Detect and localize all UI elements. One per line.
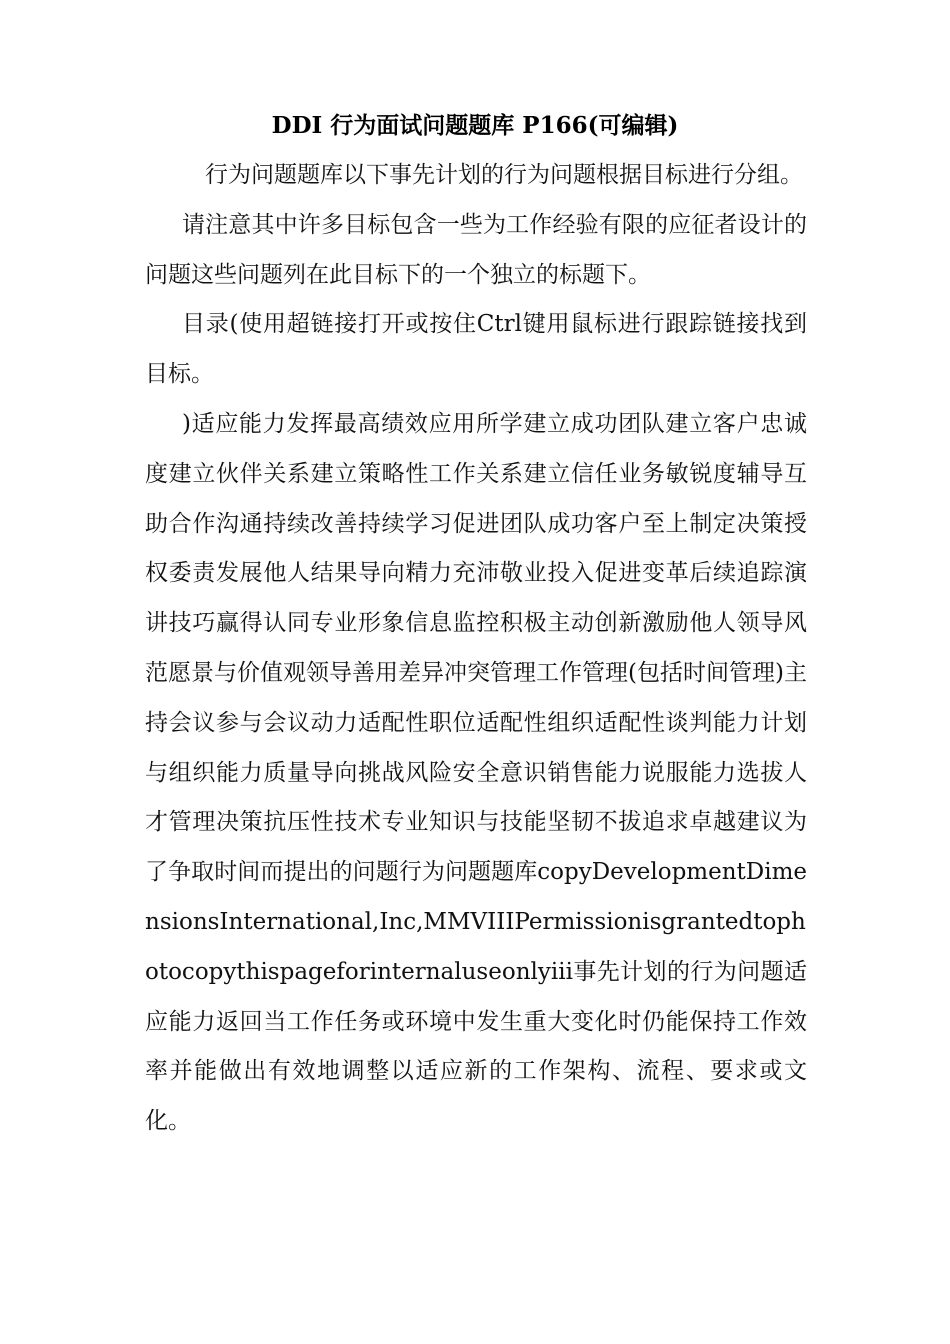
document-body [145,151,807,1147]
paragraph-competency-list: )适应能力发挥最高绩效应用所学建立成功团队建立客户忠诚度建立伙伴关系建立策略性工作关系建立信任业务敏锐度辅导互助合作沟通持续改善持续学习促进团队成功客户至上制定决策授权委责发展他人结果导向精力充沛敬业投入促进变革后续追踪演讲技巧赢得认同专业形象信息监控积极主动创新激励他人领导风范愿景与价值观领导善用差异冲突管理工作管理(包括时间管理)主持会议参与会议动力适配性职位适配性组织适配性谈判能力计划与组织能力质量导向挑战风险安全意识销售能力说服能力选拔人才管理决策抗压性技术专业知识与技能坚韧不拔追求卓越建议为了争取时间而提出的问题行为问题题库copyDevelopmentDimensionsInternational,Inc,MMVIIIPermissionisgrantedtophotocopythispageforinternaluseonlyiii事先计划的行为问题适应能力返回当工作任务或环境中发生重大变化时仍能保持工作效率并能做出有效地调整以适应新的工作架构、流程、要求或文化。 [145,410,807,1135]
paragraph-toc-instruction: 目录(使用超链接打开或按住Ctrl键用鼠标进行跟踪链接找到目标。 [145,311,807,388]
paragraph-note: 请注意其中许多目标包含一些为工作经验有限的应征者设计的问题这些问题列在此目标下的一个独立的标题下。 [145,211,807,288]
paragraph-intro: 行为问题题库以下事先计划的行为问题根据目标进行分组。 [205,162,803,188]
document-title: DDI 行为面试问题题库 P166(可编辑) [271,112,679,139]
